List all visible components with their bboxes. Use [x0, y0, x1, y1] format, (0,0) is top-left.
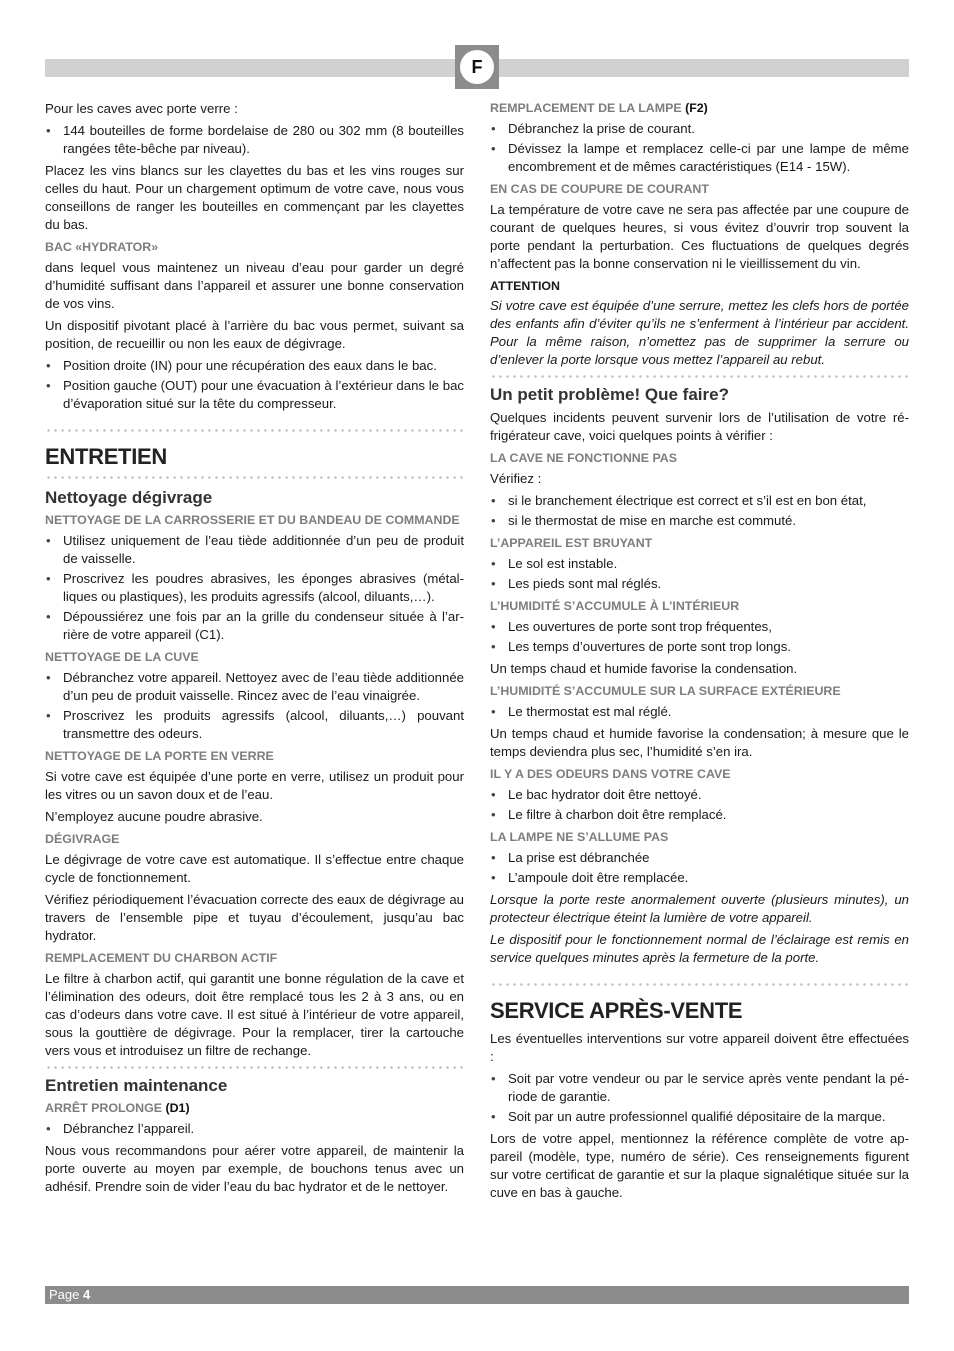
list-item: • Utilisez uniquement de l’eau tiède additionnée d’un peu de produit de vaisselle. — [45, 532, 464, 568]
lampe-allume-text-1: Lorsque la porte reste anormalement ouverte (plusieurs minutes), un protecteur électrique éteint la lumière de votre appareil. — [490, 892, 909, 925]
sav-list — [490, 1070, 909, 1126]
lampe-heading-text: REMPLACEMENT DE LA LAMPE — [490, 101, 682, 115]
page-label-text: Page — [49, 1287, 80, 1302]
list-item: • Débranchez votre appareil. Nettoyez avec de l’eau tiède additionnée d’un peu de produit vaisselle. Rincez avec de l’eau vinaigrée. — [45, 669, 464, 705]
footer-bar — [45, 1286, 909, 1304]
sav-text-1: Les éventuelles interventions sur votre appareil doivent être effectuées : — [490, 1031, 909, 1064]
degivrage-heading: DÉGIVRAGE — [45, 832, 120, 846]
arret-heading-text: ARRÊT PROLONGE — [45, 1101, 163, 1115]
list-item: • Débranchez la prise de courant. — [490, 120, 909, 138]
list-item: • Les ouvertures de porte sont trop fréquentes, — [490, 618, 909, 636]
list-item: • Les temps d’ouvertures de porte sont trop longs. — [490, 638, 909, 656]
nettoyage-title: Nettoyage dégivrage — [45, 488, 213, 507]
porte-text-2: N’employez aucune poudre abrasive. — [45, 809, 263, 824]
probleme-text: Quelques incidents peuvent survenir lors de l’utilisation de votre réfrigérateur cave, voici quelques points à vérifier : — [490, 410, 909, 443]
list-item: • Dépoussiérez une fois par an la grille du condenseur située à l’arrière de votre appareil (C1). — [45, 608, 464, 644]
bruyant-list — [490, 555, 909, 593]
list-item: • Proscrivez les poudres abrasives, les éponges abrasives (métalliques ou plastiques), les produits agressifs (alcool, diluants,…). — [45, 570, 464, 606]
humidite-interieur-heading: L’HUMIDITÉ S’ACCUMULE À L’INTÉRIEUR — [490, 599, 740, 613]
humidite-interieur-text: Un temps chaud et humide favorise la condensation. — [490, 661, 798, 676]
coupure-heading: EN CAS DE COUPURE DE COURANT — [490, 182, 709, 196]
placement-text: Placez les vins blancs sur les clayettes du bas et les vins rouges sur celles du haut. Pour un chargement optimum de votre cave, nous vous conseillons de ranger les bouteilles en commençant par les clayettes du bas. — [45, 163, 464, 232]
dotted-divider — [490, 375, 909, 378]
lampe-figure-ref: (F2) — [685, 101, 708, 115]
bruyant-heading: L’APPAREIL EST BRUYANT — [490, 536, 653, 550]
humidite-exterieur-text: Un temps chaud et humide favorise la condensation; à mesure que le temps deviendra plus sec, l’humidité s’en ira. — [490, 726, 909, 759]
list-item: • Soit par un autre professionnel qualifié dépositaire de la marque. — [490, 1108, 909, 1126]
list-item: • Le thermostat est mal réglé. — [490, 703, 909, 721]
arret-heading — [45, 1100, 464, 1117]
bac-list — [45, 357, 464, 413]
fonctionne-list — [490, 492, 909, 530]
page-number: 4 — [83, 1287, 91, 1302]
attention-heading: ATTENTION — [490, 279, 560, 293]
language-tab — [455, 45, 499, 89]
dotted-divider — [45, 1066, 464, 1069]
odeurs-heading: IL Y A DES ODEURS DANS VOTRE CAVE — [490, 767, 731, 781]
list-item: • Soit par votre vendeur ou par le service après vente pendant la période de garantie. — [490, 1070, 909, 1106]
arret-list — [45, 1120, 464, 1138]
sav-title: SERVICE APRÈS-VENTE — [490, 998, 743, 1023]
list-item: • Position gauche (OUT) pour une évacuation à l’extérieur dans le bac d’évaporation situé sur la tête du compresseur. — [45, 377, 464, 413]
list-item: • si le branchement électrique est correct et s’il est en bon état, — [490, 492, 909, 510]
bac-text-1: dans lequel vous maintenez un niveau d’eau pour garder un degré d’humidité suffisant dans l’appareil et assurer une bonne conservation de vos vins. — [45, 260, 464, 311]
language-tab-letter: F — [460, 50, 494, 84]
maintenance-title: Entretien maintenance — [45, 1076, 228, 1095]
carrosserie-list — [45, 532, 464, 644]
lampe-list — [490, 120, 909, 176]
entretien-title: ENTRETIEN — [45, 444, 167, 469]
odeurs-list — [490, 786, 909, 824]
lampe-allume-heading: LA LAMPE NE S’ALLUME PAS — [490, 830, 669, 844]
fonctionne-text: Vérifiez : — [490, 471, 542, 486]
list-item: • Le filtre à charbon doit être remplacé. — [490, 806, 909, 824]
bac-heading: BAC «HYDRATOR» — [45, 240, 159, 254]
sav-text-2: Lors de votre appel, mentionnez la référence complète de votre appareil (modèle, type, numéro de série). Ces renseignements figurent sur votre certificat de garantie et sur la plaque signalétique située sur la cuve en bas à gauche. — [490, 1131, 909, 1200]
list-item: • La prise est débranchée — [490, 849, 909, 867]
list-item: • L’ampoule doit être remplacée. — [490, 869, 909, 887]
list-item: • si le thermostat de mise en marche est commuté. — [490, 512, 909, 530]
fonctionne-heading: LA CAVE NE FONCTIONNE PAS — [490, 451, 678, 465]
arret-text: Nous vous recommandons pour aérer votre appareil, de maintenir la porte ouverte au moyen par exemple, de bouchons tenus avec un adhésif. Prendre soin de vider l’eau du bac hydrator et de le nettoyer. — [45, 1143, 464, 1194]
left-column — [45, 100, 464, 1200]
charbon-text: Le filtre à charbon actif, qui garantit une bonne régulation de la cave et l’élimination des odeurs, doit être remplacé tous les 2 à 3 ans, ou en cas d’odeurs dans votre cave. Il est situé à l’intérieur de votre appareil, sous la gouttière de dégivrage. Pour la remplacer, tirer la cartouche vers vous et introduisez un filtre de rechange. — [45, 971, 464, 1058]
carrosserie-heading: NETTOYAGE DE LA CARROSSERIE ET DU BANDEAU DE COMMANDE — [45, 513, 460, 527]
list-item: • Le bac hydrator doit être nettoyé. — [490, 786, 909, 804]
lampe-allume-list — [490, 849, 909, 887]
porte-text-1: Si votre cave est équipée d’une porte en verre, utilisez un produit pour les vitres ou un savon doux et de l’eau. — [45, 769, 464, 802]
porte-heading: NETTOYAGE DE LA PORTE EN VERRE — [45, 749, 274, 763]
attention-text: Si votre cave est équipée d’une serrure, mettez les clefs hors de portée des enfants afin d’éviter qu’ils ne s’enferment à l’intérieur par accident. Pour la même raison, n’omettez pas de supprimer la serrure ou d’enlever la porte lorsque vous mettez l’appareil au rebut. — [490, 298, 909, 367]
list-item: • Débranchez l’appareil. — [45, 1120, 464, 1138]
list-item: • Les pieds sont mal réglés. — [490, 575, 909, 593]
arret-figure-ref: (D1) — [165, 1101, 190, 1115]
probleme-title: Un petit problème! Que faire? — [490, 385, 729, 404]
humidite-exterieur-list — [490, 703, 909, 721]
lampe-allume-text-2: Le dispositif pour le fonctionnement normal de l’éclairage est remis en service quelques minutes après la fermeture de la porte. — [490, 932, 909, 965]
list-item: • Dévissez la lampe et remplacez celle-ci par une lampe de même encombrement et de mêmes caractéristiques (E14 - 15W). — [490, 140, 909, 176]
dotted-divider — [45, 476, 464, 479]
list-item: • Position droite (IN) pour une récupération des eaux dans le bac. — [45, 357, 464, 375]
intro-list — [45, 122, 464, 158]
list-item: • 144 bouteilles de forme bordelaise de 280 ou 302 mm (8 bouteilles rangées tête-bêche par niveau). — [45, 122, 464, 158]
lampe-heading — [490, 100, 909, 117]
intro-text: Pour les caves avec porte verre : — [45, 101, 238, 116]
bac-text-2: Un dispositif pivotant placé à l’arrière du bac vous permet, suivant sa position, de recueillir ou non les eaux de dégivrage. — [45, 318, 464, 351]
charbon-heading: REMPLACEMENT DU CHARBON ACTIF — [45, 951, 278, 965]
degivrage-text-2: Vérifiez périodiquement l’évacuation correcte des eaux de dégivrage au travers de l’ensemble pipe et tuyau d’écoulement, jusqu’au bac hydrator. — [45, 892, 464, 943]
humidite-exterieur-heading: L’HUMIDITÉ S’ACCUMULE SUR LA SURFACE EXTÉRIEURE — [490, 684, 841, 698]
page-label — [49, 1286, 90, 1304]
coupure-text: La température de votre cave ne sera pas affectée par une coupure de courant de quelques heures, si vous évitez d’ouvrir trop souvent la porte pendant la perturbation. Ces fluctuations de quelques degrés n’affectent pas la bonne conservation ni le vieillissement du vin. — [490, 202, 909, 271]
cuve-list — [45, 669, 464, 743]
degivrage-text-1: Le dégivrage de votre cave est automatique. Il s’effectue entre chaque cycle de fonctionnement. — [45, 852, 464, 885]
dotted-divider — [490, 983, 909, 986]
list-item: • Le sol est instable. — [490, 555, 909, 573]
list-item: • Proscrivez les produits agressifs (alcool, diluants,…) pouvant transmettre des odeurs. — [45, 707, 464, 743]
cuve-heading: NETTOYAGE DE LA CUVE — [45, 650, 199, 664]
right-column — [490, 100, 909, 1206]
dotted-divider — [45, 429, 464, 432]
humidite-interieur-list — [490, 618, 909, 656]
